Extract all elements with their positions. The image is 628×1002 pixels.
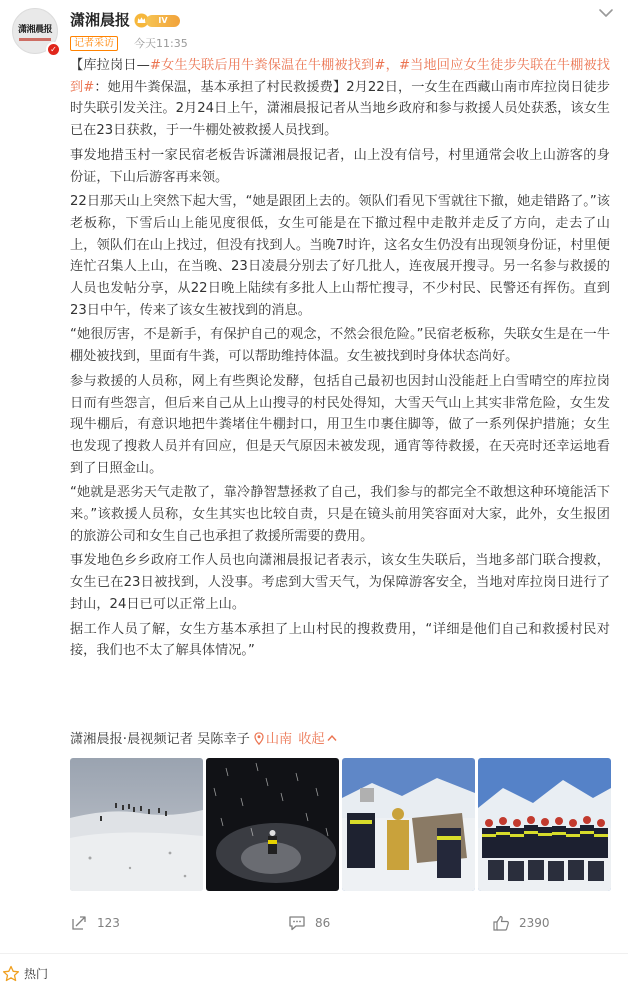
hashtag-link-1[interactable]: #女生失联后用牛粪保温在牛棚被找到#: [149, 58, 386, 73]
post-body: [70, 55, 610, 665]
chevron-up-icon: [327, 734, 337, 742]
paragraph-4: “她很厉害，不是新手，有保护自己的观念，不然会很危险。”民宿老板称，失联女生是在一牛棚处被找到，里面有牛粪，可以帮助维持体温。女生被找到时身体状态尚好。: [70, 327, 610, 365]
comment-icon: [288, 914, 306, 932]
divider: [0, 953, 628, 954]
photo-cowshed-rescue[interactable]: [342, 758, 475, 891]
comment-count: 86: [315, 916, 331, 930]
vip-badge[interactable]: [134, 13, 181, 28]
repost-count: 123: [97, 916, 120, 930]
like-count: 2390: [519, 916, 550, 930]
byline-text: 潇湘晨报·晨视频记者 吴陈幸子: [70, 732, 250, 747]
avatar-logo-text: 潇湘晨报: [17, 25, 52, 35]
paragraph-1-rest: ：她用牛粪保温，基本承担了村民救援费】2月22日，一女生在西藏山南市库拉岗日徒步时失联引发关注。2月24日上午，潇湘晨报记者从当地乡政府和参与救援人员处获悉，该女生已在23日获救，于一牛棚处被救援人员找到。: [70, 79, 610, 139]
hot-star-icon: [2, 965, 20, 983]
hashtag-separator: ，: [385, 58, 399, 73]
hot-label: 热门: [24, 967, 49, 981]
paragraph-5: 参与救援的人员称，网上有些舆论发酵，包括自己最初也因封山没能赶上白雪晴空的库拉岗日而有些怨言，但后来自己从上山搜寻的村民处得知，大雪天气山上其实非常危险，女生发现牛棚后，有意识地把牛粪堵住牛棚封口，用卫生巾裹住脚等，做了一系列保护措施；女生也发现了搜救人员并有回应，但是天气原因未被发现，通宵等待救援，在天亮时还幸运地看到了日照金山。: [70, 373, 610, 476]
paragraph-3: 22日那天山上突然下起大雪，“她是跟团上去的。领队们看见下雪就往下撤，她走错路了。”该老板称，下雪后山上能见度很低，女生可能是在下撤过程中走散并走反了方向，走去了山上，领队们在山上找过，但没有找到人。当晚7时许，这名女生仍没有出现领身份证，村里便连忙召集人上山，在当晚、23日凌晨分别去了好几批人，连夜展开搜寻。另一名参与救援的人员也发帖分享，从22日晚上陆续有多批人上山帮忙搜寻，不少村民、民警还有挥伤。直到23日中午，传来了该女生被找到的消息。: [70, 194, 610, 318]
photo-snowfield-hikers[interactable]: [70, 758, 203, 891]
hashtag-link-2[interactable]: #当地回应女生徒步失联在牛棚被找到#: [70, 58, 610, 95]
paragraph-2: 事发地措玉村一家民宿老板告诉潇湘晨报记者，山上没有信号，村里通常会收上山游客的身份证，下山后游客再来领。: [70, 147, 610, 185]
comment-button[interactable]: [288, 910, 368, 936]
location-pin-icon: [254, 732, 264, 745]
avatar-logo-underline: [19, 38, 51, 41]
verified-badge-icon: ✓: [46, 42, 61, 57]
action-bar: [70, 910, 610, 936]
photo-rescue-team-group[interactable]: [478, 758, 611, 891]
byline: [70, 729, 610, 751]
photo-night-snowfall-rescuer[interactable]: [206, 758, 339, 891]
repost-icon: [70, 914, 88, 932]
location-link[interactable]: [254, 732, 292, 747]
cowshed-image: [342, 758, 475, 891]
collapse-button[interactable]: [298, 732, 336, 747]
post-header: [10, 6, 618, 54]
vip-level: IV: [146, 15, 180, 27]
like-button[interactable]: [492, 910, 582, 936]
thumbs-up-icon: [492, 914, 510, 932]
night-snow-image: [206, 758, 339, 891]
location-label: 山南: [265, 732, 293, 747]
rescue-team-image: [478, 758, 611, 891]
paragraph-8: 据工作人员了解，女生方基本承担了上山村民的搜救费用，“详细是他们自己和救援村民对接，我们也不太了解具体情况。”: [70, 621, 610, 659]
lead-text: 【库拉岗日—: [70, 58, 150, 73]
repost-button[interactable]: [70, 910, 150, 936]
paragraph-1: [70, 55, 610, 142]
post-time[interactable]: 今天11:35: [134, 37, 188, 50]
source-tag: 记者采访: [70, 36, 118, 51]
snowfield-image: [70, 758, 203, 891]
paragraph-6: “她就是恶劣天气走散了，靠冷静智慧拯救了自己，我们参与的都完全不敢想这种环境能活下来。”该救援人员称，女生其实也比较自责，只是在镜头前用笑容面对大家，此外，女生报团的旅游公司和女生自己也承担了救援所需要的费用。: [70, 485, 610, 544]
collapse-label: 收起: [298, 732, 325, 747]
paragraph-7: 事发地色乡乡政府工作人员也向潇湘晨报记者表示，该女生失联后，当地多部门联合搜救，女生已在23日被找到，人没事。考虑到大雪天气，为保障游客安全，当地对库拉岗日进行了封山，24日已可以正常上山。: [70, 553, 610, 612]
chevron-down-icon[interactable]: [598, 6, 614, 20]
author-name[interactable]: 潇湘晨报: [70, 11, 131, 29]
photo-grid: [70, 758, 610, 891]
